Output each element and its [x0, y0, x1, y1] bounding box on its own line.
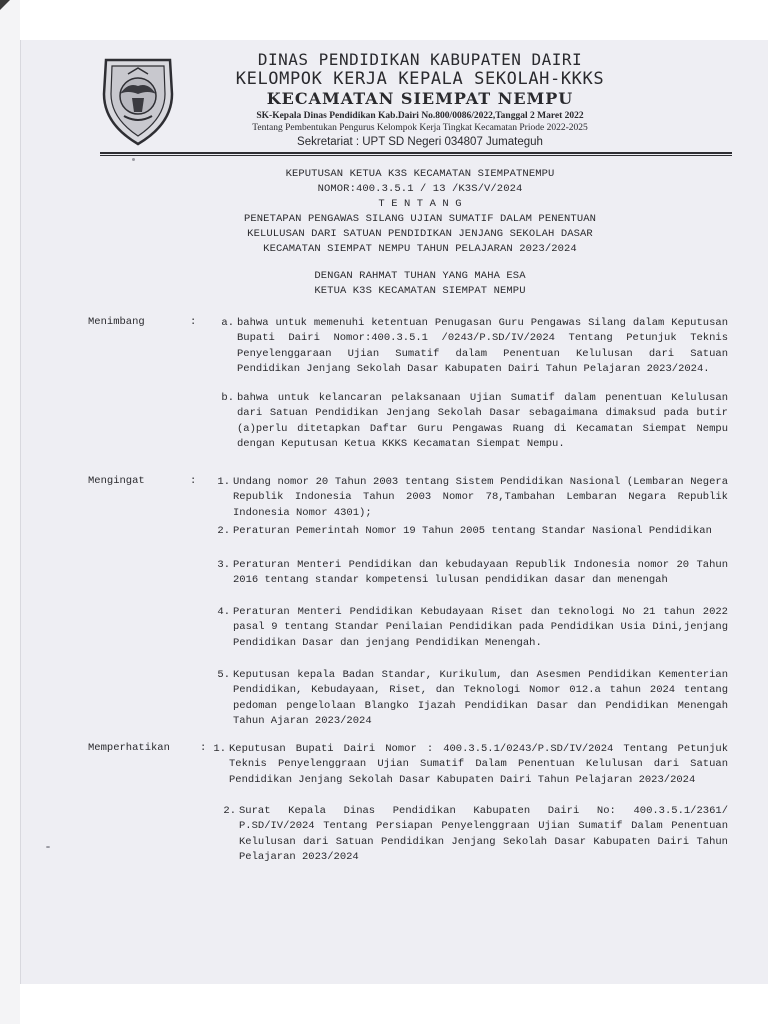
list-marker: 3. [217, 559, 230, 571]
list-item-text: Keputusan Bupati Dairi Nomor : 400.3.5.1/0243/P.SD/IV/2024 Tentang Petunjuk Teknis Penyelenggraan Ujian Sumatif Dalam Penentuan Kelulusan dari Satuan Pendidikan Jenjang Sekolah Dasar Kabupaten Dairi Tahun Pelajaran 2023/2024 [229, 743, 728, 786]
list-marker: 5. [217, 669, 230, 681]
list-item [206, 742, 728, 788]
section-label-menimbang: Menimbang [88, 316, 145, 328]
scan-margin [0, 0, 20, 1024]
list-item-text: Keputusan kepala Badan Standar, Kurikulum, dan Asesmen Pendidikan Kementerian Pendidikan, Kebudayaan, Riset, dan Teknologi Nomor 012.a tahun 2024 tentang pedoman pengelolaan Blangko Ijazah Pendidikan Dasar dan Pendidikan Menengah Tahun Ajaran 2023/2024 [233, 669, 728, 728]
list-marker: 2. [217, 525, 230, 537]
list-item-text: Peraturan Menteri Pendidikan dan kebudayaan Republik Indonesia nomor 20 Tahun 2016 tentang standar kompetensi lulusan pendidikan dasar dan menengah [233, 559, 728, 587]
section-colon: : [200, 742, 207, 754]
list-marker: a. [221, 317, 234, 329]
decree-subject-line-2: KELULUSAN DARI SATUAN PENDIDIKAN JENJANG SEKOLAH DASAR [247, 228, 593, 240]
letterhead-rule-thin [100, 155, 732, 156]
list-marker: 4. [217, 606, 230, 618]
section-label-mengingat: Mengingat [88, 475, 145, 487]
decree-number: NOMOR:400.3.5.1 / 13 /K3S/V/2024 [317, 183, 523, 195]
section-colon: : [190, 475, 197, 487]
section-label-memperhatikan: Memperhatikan [88, 742, 170, 754]
list-item [216, 804, 728, 866]
list-item [210, 475, 728, 521]
list-item-text: Peraturan Pemerintah Nomor 19 Tahun 2005 tentang Standar Nasional Pendidikan [233, 525, 712, 537]
list-item [210, 558, 728, 589]
list-marker: 1. [213, 743, 226, 755]
scan-speck [46, 846, 50, 848]
list-item-text: bahwa untuk kelancaran pelaksanaan Ujian Sumatif dalam penentuan Kelulusan dari Satuan Pendidikan Jenjang Sekolah Dasar sebagaimana dimaksud pada butir (a)perlu ditetapkan Daftar Guru Pengawas Ruang di Kecamatan Siempat Nempu dengan Keputusan Ketua KKKS Kecamatan Siempat Nempu. [237, 392, 728, 451]
list-marker: 1. [217, 476, 230, 488]
letterhead-rule-thick [100, 152, 732, 154]
scan-speck [132, 158, 135, 161]
list-item-text: Surat Kepala Dinas Pendidikan Kabupaten Dairi No: 400.3.5.1/2361/ P.SD/IV/2024 Tentang Persiapan Penyelenggraan Ujian Sumatif Dalam Penentuan Kelulusan dari Satuan Pendidikan Jenjang Sekolah Dasar Kabupaten Dairi Tahun Pelajaran 2023/2024 [239, 805, 728, 864]
letterhead-secretariat: Sekretariat : UPT SD Negeri 034807 Jumateguh [297, 136, 543, 148]
letterhead-sk-subject: Tentang Pembentukan Pengurus Kelompok Kerja Tingkat Kecamatan Priode 2022-2025 [252, 123, 588, 133]
list-item [214, 316, 728, 378]
list-item-text: bahwa untuk memenuhi ketentuan Penugasan Guru Pengawas Silang dalam Keputusan Bupati Dairi Nomor:400.3.5.1 /0243/P.SD/IV/2024 Tentang Petunjuk Teknis Penyelenggaraan Ujian Sumatif dalam Penentuan Kelulusan dari Satuan Pendidikan Jenjang Sekolah Dasar Kabupaten Dairi Tahun Pelajaran 2023/2024. [237, 317, 728, 376]
letterhead-sk-reference: SK-Kepala Dinas Pendidikan Kab.Dairi No.800/0086/2022,Tanggal 2 Maret 2022 [256, 111, 584, 121]
list-item [210, 605, 728, 651]
list-item-text: Undang nomor 20 Tahun 2003 tentang Sistem Pendidikan Nasional (Lembaran Negera Republik Indonesia Tahun 2003 Nomor 78,Tambahan Lembaran Negara Republik Indonesia Nomor 4301); [233, 476, 728, 519]
list-marker: b. [221, 392, 234, 404]
section-colon: : [190, 316, 197, 328]
decree-subject-line-3: KECAMATAN SIEMPAT NEMPU TAHUN PELAJARAN 2023/2024 [263, 243, 577, 255]
decree-heading: KEPUTUSAN KETUA K3S KECAMATAN SIEMPATNEMPU [285, 168, 555, 180]
letterhead-organization: KELOMPOK KERJA KEPALA SEKOLAH-KKKS [235, 69, 605, 89]
letterhead-agency: DINAS PENDIDIKAN KABUPATEN DAIRI [257, 50, 583, 69]
list-item-text: Peraturan Menteri Pendidikan Kebudayaan Riset dan teknologi No 21 tahun 2022 pasal 9 tentang Standar Penilaian Pendidikan pada Pendidikan Usia Dini,jenjang Pendidikan Dasar dan jenjang Pendidikan Menengah. [233, 606, 728, 649]
decree-issuer: KETUA K3S KECAMATAN SIEMPAT NEMPU [314, 285, 526, 297]
scan-corner-mark [0, 0, 10, 10]
list-marker: 2. [223, 805, 236, 817]
decree-invocation: DENGAN RAHMAT TUHAN YANG MAHA ESA [314, 270, 526, 282]
letterhead-district: KECAMATAN SIEMPAT NEMPU [266, 89, 574, 108]
decree-tentang: T E N T A N G [378, 198, 462, 210]
decree-subject-line-1: PENETAPAN PENGAWAS SILANG UJIAN SUMATIF DALAM PENENTUAN [243, 213, 597, 225]
list-item [210, 668, 728, 730]
document-page [20, 40, 768, 984]
list-item [214, 391, 728, 453]
list-item [210, 524, 728, 539]
